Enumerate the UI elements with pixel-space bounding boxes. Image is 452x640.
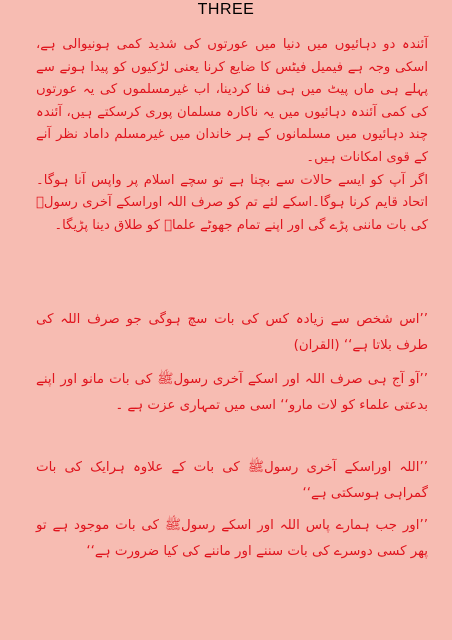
quote-follow-prophet: ’’آو آج ہی صرف اللہ اور اسکے آخری رسولﷺ کی بات مانو اور اپنے بدعتی علماء کو لات مارو‘‘ اسی میں تمہاری عزت ہے ۔ (36, 372, 428, 413)
page-title: THREE (197, 1, 255, 18)
quote-no-need-others: ’’اور جب ہمارے پاس اللہ اور اسکے رسولﷺ کی بات موجود ہے تو پھر کسی دوسرے کی بات سننے اور ماننے کی کیا ضرورت ہے‘‘ (36, 518, 428, 559)
paragraph-return-to-islam: اگر آپ کو ایسے حالات سے بچنا ہے تو سچے اسلام پر واپس آنا ہوگا۔ اتحاد قایم کرنا ہوگا۔اسکے لئے تم کو صرف اللہ اوراسکے آخری رسولﷺ کی بات ماننی پڑے گی اور اپنے تمام جھوٹے علماؑ کو طلاق دینا پڑیگا۔ (36, 172, 428, 233)
quote-quran: ’’اس شخص سے زیادہ کس کی بات سچ ہوگی جو صرف اللہ کی طرف بلاتا ہے‘‘ (القران) (36, 312, 428, 353)
main-text (36, 34, 428, 237)
quote-misguidance: ’’اللہ اوراسکے آخری رسولﷺ کی بات کے علاوہ ہرایک کی بات گمراہی ہوسکتی ہے‘‘ (36, 460, 428, 501)
paragraph-women-shortage: آئندہ دو دہائیوں میں دنیا میں عورتوں کی شدید کمی ہونیوالی ہے، اسکی وجہ ہے فیمیل فیٹس کا ضایع کرنا یعنی لڑکیوں کو پیدا ہونے سے پہلے ہی ماں پیٹ میں ہی فنا کردینا، اب غیرمسلموں کی یہ عورتوں کی کمی آئندہ دہائیوں میں یہ ناکارہ مسلمان پوری کرسکتے ہیں، آئندہ چند دہائیوں میں مسلمانوں کے ہر خاندان میں غیرمسلم داماد نظر آنے کے قوی امکانات ہیں۔ (36, 37, 428, 165)
